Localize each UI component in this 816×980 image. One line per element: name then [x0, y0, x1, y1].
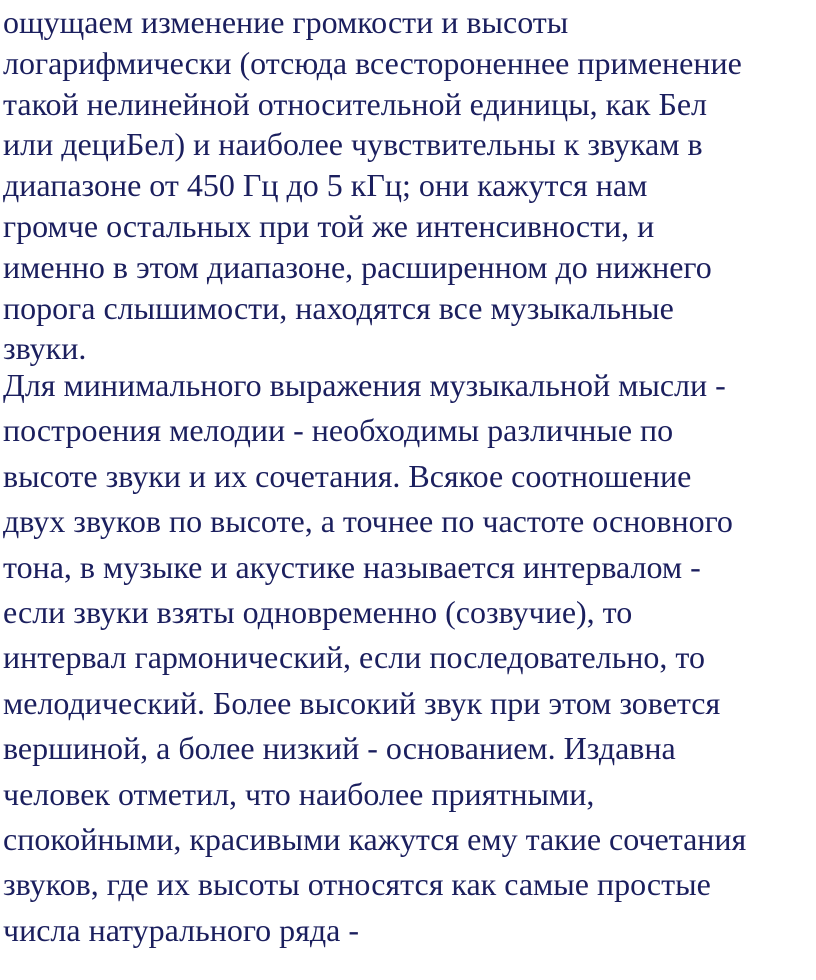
text-line: человек отметил, что наиболее приятными,	[3, 775, 595, 812]
text-line: высоте звуки и их сочетания. Всякое соотношение	[3, 457, 692, 494]
text-line: мелодический. Более высокий звук при этом зовется	[3, 684, 721, 721]
text-line: числа натурального ряда -	[3, 911, 360, 948]
paragraph-2	[3, 363, 746, 953]
text-line: звуки.	[3, 330, 87, 367]
text-line: ощущаем изменение громкости и высоты	[3, 4, 569, 40]
text-line: двух звуков по высоте, а точнее по частоте основного	[3, 503, 733, 540]
text-line: тона, в музыке и акустике называется интервалом -	[3, 548, 701, 585]
text-line: звуков, где их высоты относятся как самые простые	[3, 866, 711, 903]
text-line: или дециБел) и наиболее чувствительны к звукам в	[3, 126, 703, 163]
text-line: вершиной, а более низкий - основанием. Издавна	[3, 730, 676, 767]
text-line: диапазоне от 450 Гц до 5 кГц; они кажутся нам	[3, 167, 648, 204]
paragraph-1	[3, 2, 742, 369]
text-line: логарифмически (отсюда всестороненнее применение	[3, 44, 742, 81]
text-line: если звуки взяты одновременно (созвучие), то	[3, 594, 633, 631]
text-line: такой нелинейной относительной единицы, как Бел	[3, 85, 707, 122]
text-line: интервал гармонический, если последовательно, то	[3, 639, 705, 676]
text-line: громче остальных при той же интенсивности, и	[3, 207, 655, 244]
text-line: спокойными, красивыми кажутся ему такие сочетания	[3, 821, 747, 858]
text-line: порога слышимости, находятся все музыкальные	[3, 289, 674, 326]
text-line: Для минимального выражения музыкальной мысли -	[3, 367, 726, 403]
text-line: именно в этом диапазоне, расширенном до нижнего	[3, 248, 712, 285]
text-line: построения мелодии - необходимы различные по	[3, 412, 674, 449]
